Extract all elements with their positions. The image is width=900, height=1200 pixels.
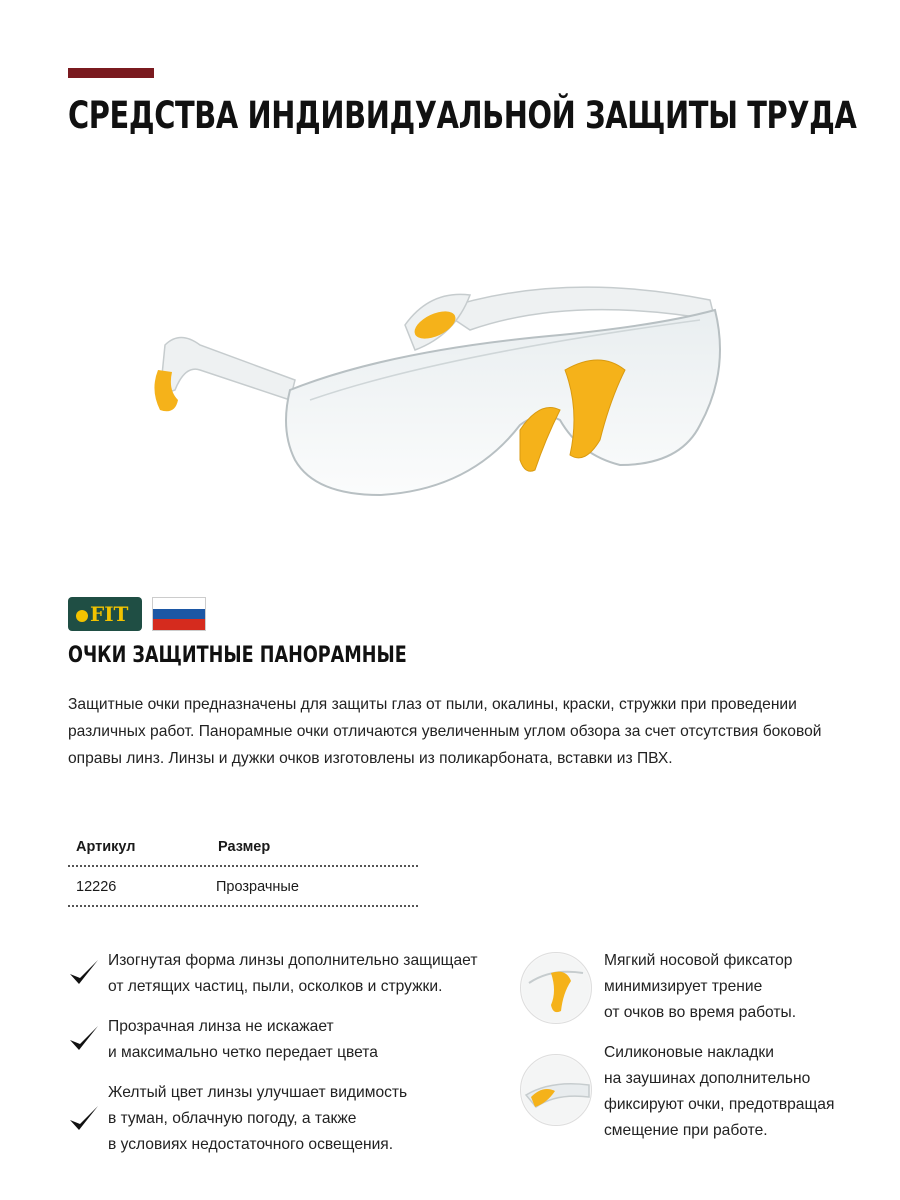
accent-bar xyxy=(68,68,154,78)
features-right xyxy=(520,948,880,1144)
feature-item xyxy=(68,1014,508,1066)
dotted-divider xyxy=(68,905,418,907)
logo-dot-icon xyxy=(76,610,88,622)
feature-line: от очков во время работы. xyxy=(604,1004,797,1021)
feature-line: Изогнутая форма линзы дополнительно защищает xyxy=(108,952,478,969)
flag-stripe-white xyxy=(153,598,205,609)
dotted-divider xyxy=(68,865,418,867)
flag-stripe-red xyxy=(153,619,205,630)
feature-line: в условиях недостаточного освещения. xyxy=(108,1136,394,1153)
checkmark-icon xyxy=(68,1024,100,1054)
feature-line: и максимально четко передает цвета xyxy=(108,1044,378,1061)
feature-line: в туман, облачную погоду, а также xyxy=(108,1110,357,1127)
feature-line: Мягкий носовой фиксатор xyxy=(604,952,793,969)
cell-article: 12226 xyxy=(76,879,117,895)
feature-line: смещение при работе. xyxy=(604,1122,768,1139)
flag-stripe-blue xyxy=(153,609,205,620)
spec-table-header xyxy=(68,832,418,862)
product-description: Защитные очки предназначены для защиты глаз от пыли, окалины, краски, стружки при проведении различных работ. Панорамные очки отличаются увеличенным углом обзора за счет отсутствия боковой оправы линз. Линзы и дужки очков изготовлены из поликарбоната, вставки из ПВХ. xyxy=(68,696,822,767)
feature-line: от летящих частиц, пыли, осколков и стружки. xyxy=(108,978,443,995)
product-title: ОЧКИ ЗАЩИТНЫЕ ПАНОРАМНЫЕ xyxy=(68,643,407,668)
fit-logo xyxy=(68,597,142,631)
feature-line: на заушинах дополнительно xyxy=(604,1070,811,1087)
checkmark-icon xyxy=(68,1104,100,1134)
feature-item xyxy=(68,1080,508,1158)
table-row xyxy=(68,872,418,902)
feature-item xyxy=(520,1040,880,1144)
header-article: Артикул xyxy=(76,839,136,855)
header-size: Размер xyxy=(218,839,271,855)
logo-text: FIT xyxy=(90,602,129,626)
feature-line: Силиконовые накладки xyxy=(604,1044,774,1061)
feature-line: минимизирует трение xyxy=(604,978,763,995)
temple-tip-detail-icon xyxy=(520,1054,592,1126)
feature-line: фиксируют очки, предотвращая xyxy=(604,1096,835,1113)
nose-pad-detail-icon xyxy=(520,952,592,1024)
feature-line: Прозрачная линза не искажает xyxy=(108,1018,334,1035)
spec-table xyxy=(68,832,418,912)
feature-line: Желтый цвет линзы улучшает видимость xyxy=(108,1084,408,1101)
features-left xyxy=(68,948,508,1158)
safety-glasses-image xyxy=(140,250,740,540)
page-title: СРЕДСТВА ИНДИВИДУАЛЬНОЙ ЗАЩИТЫ ТРУДА xyxy=(68,94,857,137)
feature-item xyxy=(520,948,880,1026)
feature-item xyxy=(68,948,508,1000)
cell-size: Прозрачные xyxy=(216,879,299,895)
russia-flag-icon xyxy=(152,597,206,631)
checkmark-icon xyxy=(68,958,100,988)
